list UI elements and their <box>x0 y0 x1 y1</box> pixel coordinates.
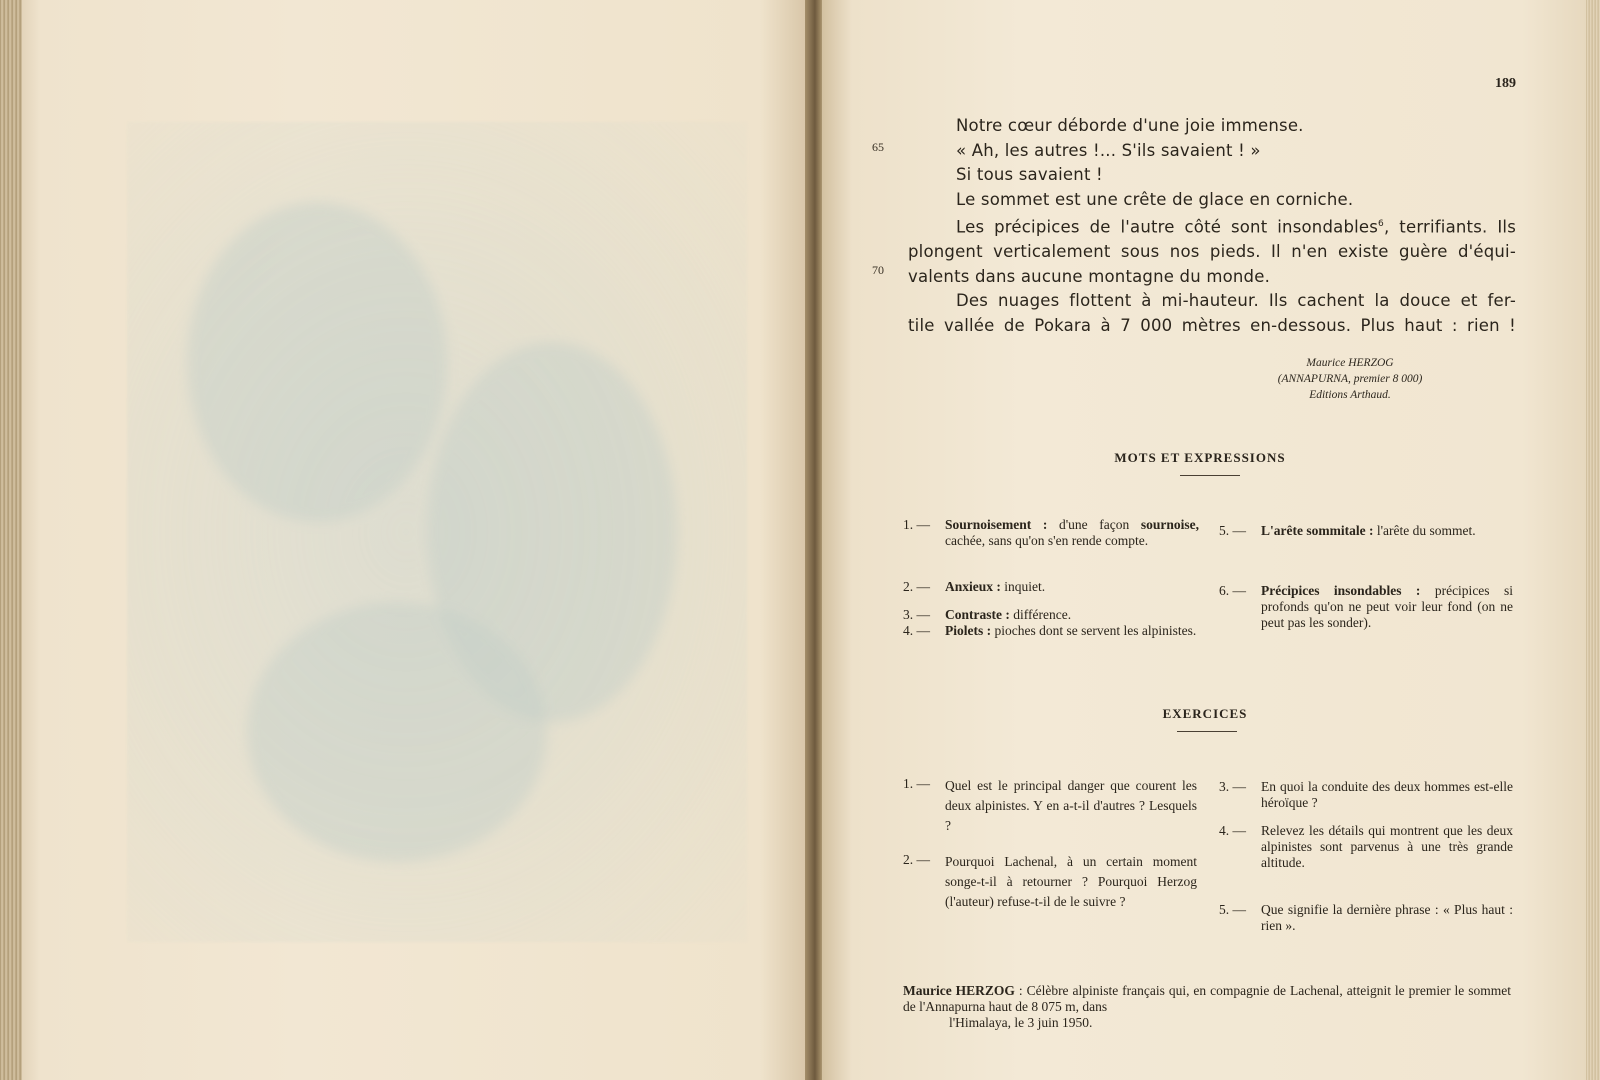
line-number-65: 65 <box>872 140 884 154</box>
exercise-item-3: 3. — En quoi la conduite des deux hommes est-elle héroïque ? <box>1219 779 1513 810</box>
footnote-text-continued: l'Himalaya, le 3 juin 1950. <box>949 1015 1093 1030</box>
line-number-70: 70 <box>872 263 884 277</box>
glossary-entry-4: 4. — Piolets : pioches dont se servent les alpinistes. <box>903 623 1197 638</box>
exercises-rule <box>1177 731 1237 732</box>
attribution <box>1240 355 1460 403</box>
page-edges-right <box>1586 0 1600 1080</box>
glossary-rule <box>1180 475 1240 476</box>
glossary-entry-1: 1. — Sournoisement : d'une façon sournoise, cachée, sans qu'on s'en rende compte. <box>903 517 1200 548</box>
prose-line: Notre cœur déborde d'une joie immense. <box>956 116 1304 135</box>
prose-line: plongent verticalement sous nos pieds. Il n'en existe guère d'équi- <box>908 242 1516 261</box>
exercise-item-4: 4. — Relevez les détails qui montrent que les deux alpinistes sont parvenus à une très grande altitude. <box>1219 823 1513 870</box>
glossary-title: MOTS ET EXPRESSIONS <box>1114 450 1286 465</box>
attribution-work: (ANNAPURNA, premier 8 000) <box>1277 373 1423 385</box>
prose-line: Le sommet est une crête de glace en corniche. <box>956 189 1354 209</box>
prose-line: Les précipices de l'autre côté sont insondables$^6$, terrifiants. Ils <box>956 217 1516 237</box>
exercise-item-5: 5. — Que signifie la dernière phrase : « Plus haut : rien ». <box>1219 902 1513 933</box>
exercises-title: EXERCICES <box>1162 706 1248 721</box>
page-edges-left <box>0 0 22 1080</box>
glossary-entry-2: 2. — Anxieux : inquiet. <box>903 579 1046 594</box>
faded-illustration <box>127 122 747 942</box>
author-footnote <box>903 983 1511 1031</box>
exercise-item-2: 2. — Pourquoi Lachenal, à un certain moment songe-t-il à retourner ? Pourquoi Herzog (l'auteur) refuse-t-il de le suivre ? <box>903 852 1197 909</box>
attribution-author: Maurice HERZOG <box>1306 357 1394 369</box>
prose-line: tile vallée de Pokara à 7 000 mètres en-dessous. Plus haut : rien ! <box>908 315 1516 335</box>
footnote-author: Maurice HERZOG <box>903 983 1015 998</box>
glossary-entry-3: 3. — Contraste : différence. <box>903 607 1072 622</box>
footnote-marker: 6 <box>1378 219 1384 229</box>
footnote-text: : Célèbre alpiniste français qui, en compagnie de Lachenal, atteignit le premier le sommet de l'Annapurna haut de 8 075 m, dans <box>903 983 1511 1014</box>
prose-line: valents dans aucune montagne du monde. <box>908 266 1271 286</box>
prose-line: Des nuages flottent à mi-hauteur. Ils cachent la douce et fer- <box>956 291 1516 310</box>
glossary-entry-5: 5. — L'arête sommitale : l'arête du sommet. <box>1219 523 1476 538</box>
page-number: 189 <box>1495 76 1516 91</box>
exercise-item-1: 1. — Quel est le principal danger que courent les deux alpinistes. Y en a-t-il d'autres ? Lesquels ? <box>903 776 1197 833</box>
prose-line: Si tous savaient ! <box>956 165 1103 184</box>
attribution-publisher: Editions Arthaud. <box>1309 389 1391 401</box>
glossary-entry-6: 6. — Précipices insondables : précipices si profonds qu'on ne peut voir leur fond (on ne peut pas les sonder). <box>1219 583 1513 630</box>
excerpt-text <box>908 114 1516 338</box>
prose-line: « Ah, les autres !... S'ils savaient ! » <box>956 140 1261 160</box>
